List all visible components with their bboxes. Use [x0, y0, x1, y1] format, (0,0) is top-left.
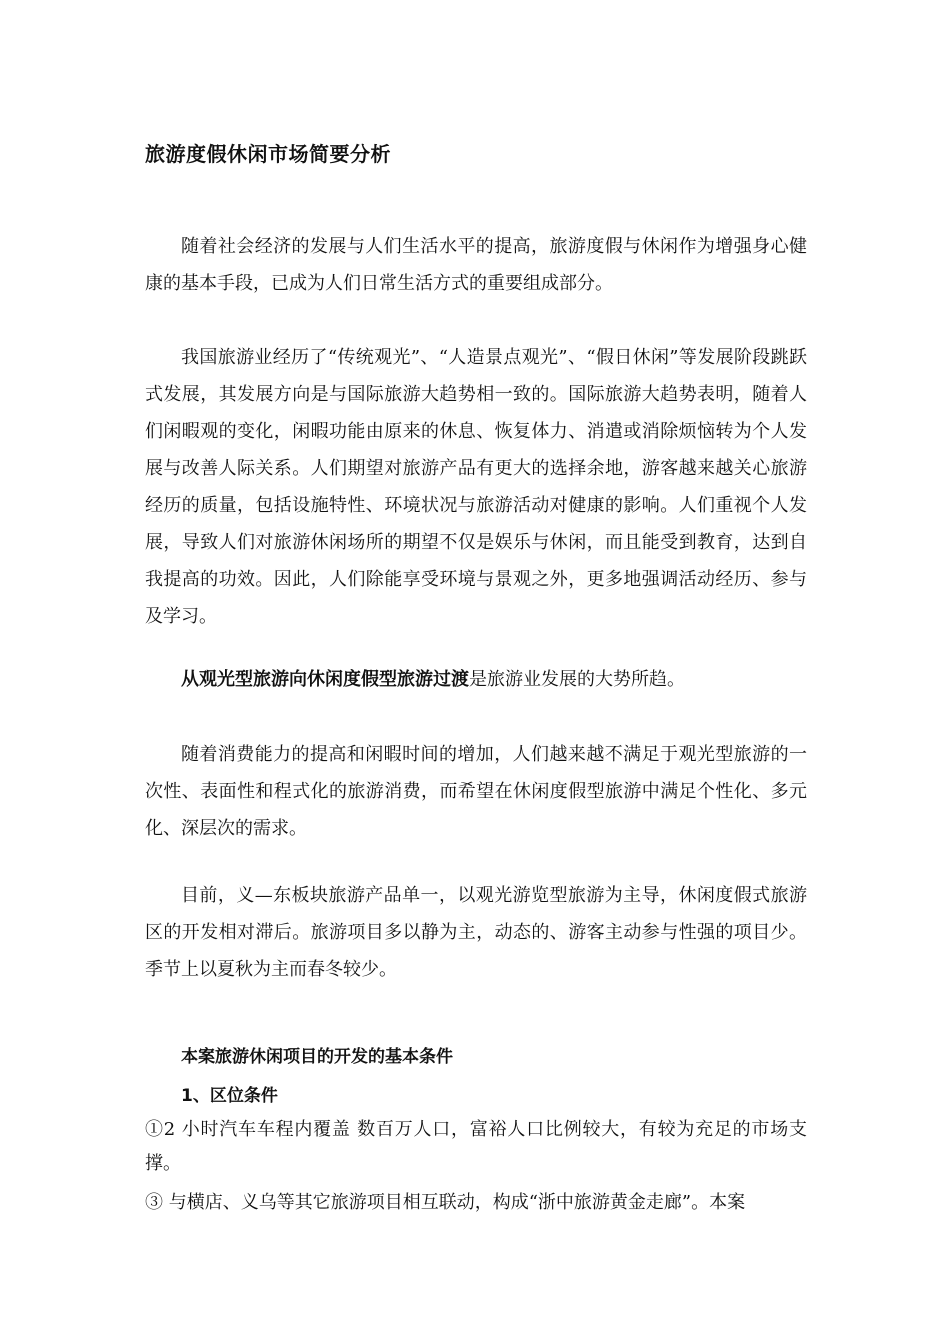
- paragraph-transition: [145, 661, 807, 698]
- transition-rest: 是旅游业发展的大势所趋。: [469, 669, 685, 690]
- paragraph-current-status: 目前，义—东板块旅游产品单一，以观光游览型旅游为主导，休闲度假式旅游区的开发相对滞后。旅游项目多以静为主，动态的、游客主动参与性强的项目少。季节上以夏秋为主而春冬较少。: [145, 885, 807, 980]
- list-item: ③ 与横店、义乌等其它旅游项目相互联动，构成“浙中旅游黄金走廊”。本案: [145, 1192, 746, 1213]
- paragraph-intro: 随着社会经济的发展与人们生活水平的提高，旅游度假与休闲作为增强身心健康的基本手段，已成为人们日常生活方式的重要组成部分。: [145, 236, 807, 294]
- paragraph-tourism-trends: 我国旅游业经历了“传统观光”、“人造景点观光”、“假日休闲”等发展阶段跳跃式发展，其发展方向是与国际旅游大趋势相一致的。国际旅游大趋势表明，随着人们闲暇观的变化，闲暇功能由原来的休息、恢复体力、消遣或消除烦恼转为个人发展与改善人际关系。人们期望对旅游产品有更大的选择余地，游客越来越关心旅游经历的质量，包括设施特性、环境状况与旅游活动对健康的影响。人们重视个人发展，导致人们对旅游休闲场所的期望不仅是娱乐与休闲，而且能受到教育，达到自我提高的功效。因此，人们除能享受环境与景观之外，更多地强调活动经历、参与及学习。: [145, 347, 807, 627]
- section-heading: 本案旅游休闲项目的开发的基本条件: [181, 1047, 453, 1067]
- document-title: 旅游度假休闲市场简要分析: [145, 142, 391, 166]
- transition-emphasis: 从观光型旅游向休闲度假型旅游过渡: [181, 669, 469, 690]
- paragraph-consumption: 随着消费能力的提高和闲暇时间的增加，人们越来越不满足于观光型旅游的一次性、表面性和程式化的旅游消费，而希望在休闲度假型旅游中满足个性化、多元化、深层次的需求。: [145, 744, 807, 839]
- list-item: ①2 小时汽车车程内覆盖 数百万人口，富裕人口比例较大，有较为充足的市场支撑。: [145, 1119, 807, 1174]
- section-subheading: 1、区位条件: [181, 1086, 278, 1106]
